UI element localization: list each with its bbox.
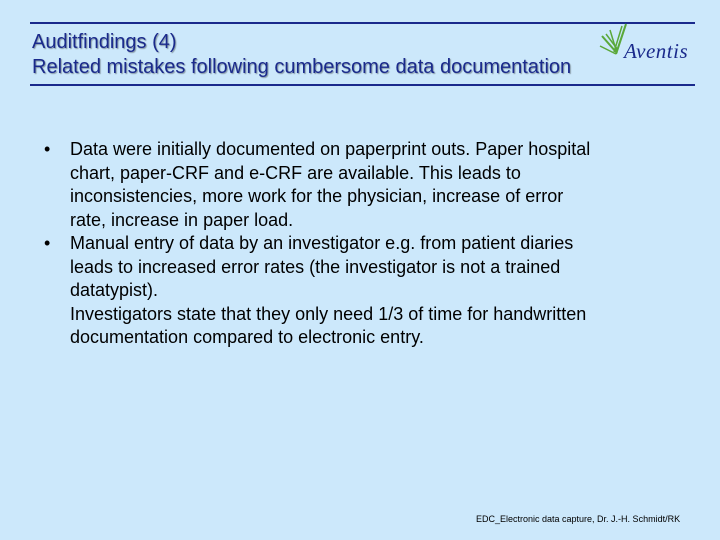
slide-title: [32, 30, 692, 80]
bullet-line: inconsistencies, more work for the physician, increase of error: [70, 186, 564, 206]
bullet-item: [44, 138, 694, 232]
bullet-line: Investigators state that they only need 1/3 of time for handwritten: [70, 303, 587, 324]
bullet-line: Manual entry of data by an investigator e.g. from patient diaries: [70, 233, 574, 253]
bullet-line: documentation compared to electronic entry.: [70, 327, 424, 347]
bullet-line: Data were initially documented on paperprint outs. Paper hospital: [70, 139, 591, 159]
title-line-1: Auditfindings (4): [32, 31, 177, 53]
bullet-line: chart, paper-CRF and e-CRF are available. This leads to: [70, 162, 521, 183]
bottom-divider: [30, 84, 695, 86]
aventis-logo: [596, 22, 700, 74]
title-line-2: Related mistakes following cumbersome data documentation: [32, 56, 572, 78]
bullet-item: [44, 232, 694, 350]
bullet-list: [44, 138, 694, 350]
bullet-line: datatypist).: [70, 280, 159, 300]
bullet-line: rate, increase in paper load.: [70, 209, 294, 230]
bullet-marker: •: [44, 139, 51, 159]
footer-text: EDC_Electronic data capture, Dr. J.-H. Schmidt/RK: [476, 514, 681, 524]
logo-wordmark: Aventis: [624, 39, 689, 63]
bullet-line: leads to increased error rates (the investigator is not a trained: [70, 256, 561, 277]
bullet-marker: •: [44, 233, 51, 253]
